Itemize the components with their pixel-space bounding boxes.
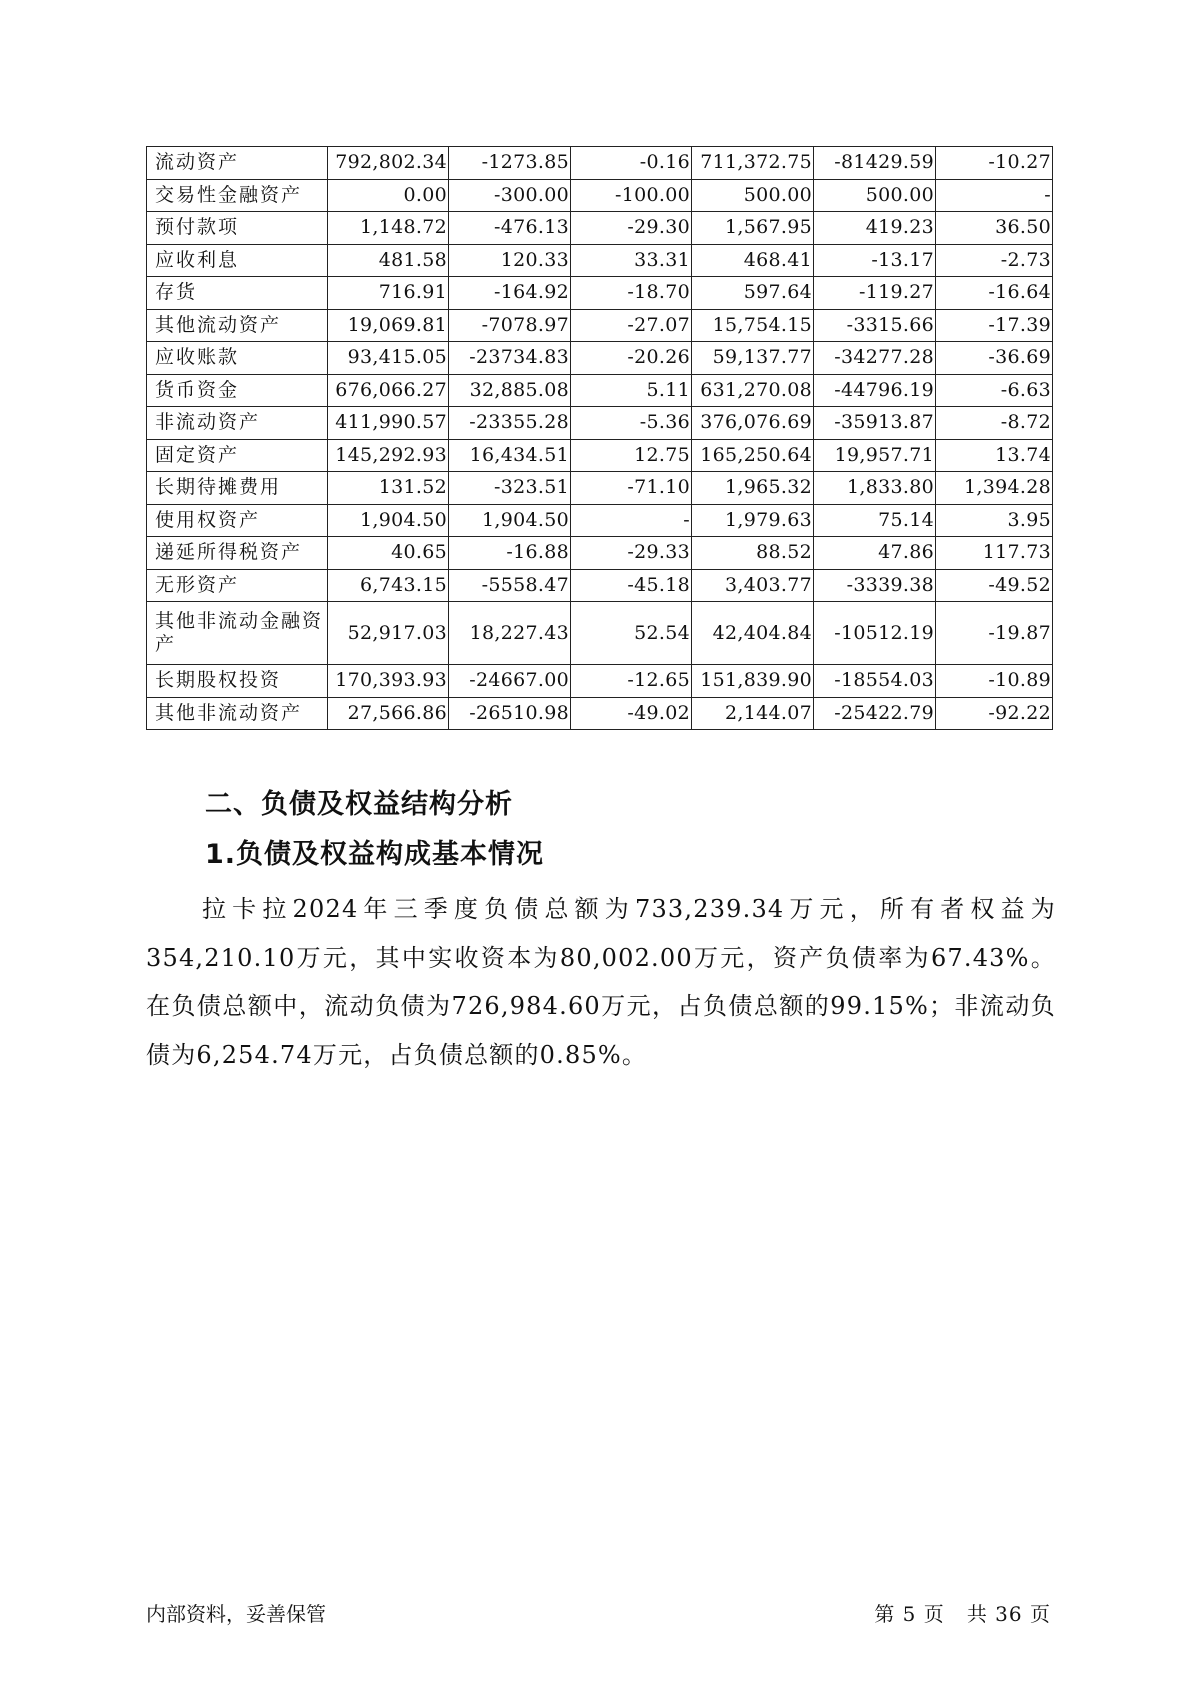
row-label-cell: 长期待摊费用 [147,472,328,505]
value-cell: 419.23 [814,212,936,245]
value-cell: -27.07 [571,309,692,342]
value-cell: 52,917.03 [328,602,449,665]
value-cell: 40.65 [328,537,449,570]
value-cell: 5.11 [571,374,692,407]
value-cell: -81429.59 [814,147,936,180]
value-cell: -25422.79 [814,697,936,730]
value-cell: 32,885.08 [449,374,571,407]
summary-paragraph: 拉卡拉2024年三季度负债总额为733,239.34万元，所有者权益为354,210.10万元，其中实收资本为80,002.00万元，资产负债率为67.43%。在负债总额中，流动负债为726,984.60万元，占负债总额的99.15%；非流动负债为6,254.74万元，占负债总额的0.85%。 [146,895,1056,1069]
table-row [147,504,1053,537]
row-label-cell: 长期股权投资 [147,665,328,698]
value-cell: -164.92 [449,277,571,310]
footer-page-number: 第 5 页 共 36 页 [874,1602,1051,1626]
value-cell: 13.74 [936,439,1053,472]
value-cell: -16.88 [449,537,571,570]
value-cell: -35913.87 [814,407,936,440]
table-body [147,147,1053,730]
value-cell: -19.87 [936,602,1053,665]
table-row [147,244,1053,277]
value-cell: 75.14 [814,504,936,537]
value-cell: 15,754.15 [692,309,814,342]
value-cell: -17.39 [936,309,1053,342]
value-cell: 12.75 [571,439,692,472]
table-row [147,665,1053,698]
table-row [147,374,1053,407]
value-cell: 1,833.80 [814,472,936,505]
value-cell: 93,415.05 [328,342,449,375]
value-cell: -0.16 [571,147,692,180]
row-label-cell: 使用权资产 [147,504,328,537]
value-cell: 3,403.77 [692,569,814,602]
value-cell: -92.22 [936,697,1053,730]
value-cell: -10.27 [936,147,1053,180]
row-label-cell: 固定资产 [147,439,328,472]
value-cell: -23355.28 [449,407,571,440]
value-cell: -29.30 [571,212,692,245]
section-subheading: 1.负债及权益构成基本情况 [205,839,545,870]
value-cell: 411,990.57 [328,407,449,440]
value-cell: -12.65 [571,665,692,698]
table-row [147,602,1053,665]
value-cell: - [936,179,1053,212]
value-cell: 52.54 [571,602,692,665]
value-cell: -10512.19 [814,602,936,665]
value-cell: -2.73 [936,244,1053,277]
row-label-cell: 其他非流动金融资产 [147,602,328,665]
row-label-cell: 应收利息 [147,244,328,277]
value-cell: -18.70 [571,277,692,310]
value-cell: -16.64 [936,277,1053,310]
value-cell: 676,066.27 [328,374,449,407]
row-label-cell: 货币资金 [147,374,328,407]
value-cell: 19,957.71 [814,439,936,472]
value-cell: -100.00 [571,179,692,212]
value-cell: -26510.98 [449,697,571,730]
value-cell: -24667.00 [449,665,571,698]
value-cell: -10.89 [936,665,1053,698]
row-label-cell: 非流动资产 [147,407,328,440]
value-cell: 468.41 [692,244,814,277]
value-cell: 151,839.90 [692,665,814,698]
value-cell: -3339.38 [814,569,936,602]
value-cell: 170,393.93 [328,665,449,698]
table-row [147,212,1053,245]
value-cell: -49.02 [571,697,692,730]
value-cell: -36.69 [936,342,1053,375]
value-cell: -20.26 [571,342,692,375]
value-cell: -18554.03 [814,665,936,698]
value-cell: 3.95 [936,504,1053,537]
value-cell: 1,965.32 [692,472,814,505]
value-cell: 42,404.84 [692,602,814,665]
table-row [147,407,1053,440]
value-cell: -44796.19 [814,374,936,407]
value-cell: -119.27 [814,277,936,310]
footer-confidential-note: 内部资料，妥善保管 [146,1602,326,1626]
value-cell: 131.52 [328,472,449,505]
value-cell: 47.86 [814,537,936,570]
value-cell: -1273.85 [449,147,571,180]
table-row [147,472,1053,505]
value-cell: -323.51 [449,472,571,505]
value-cell: 18,227.43 [449,602,571,665]
value-cell: 711,372.75 [692,147,814,180]
value-cell: 16,434.51 [449,439,571,472]
table-row [147,569,1053,602]
value-cell: - [571,504,692,537]
value-cell: -49.52 [936,569,1053,602]
table-row [147,697,1053,730]
value-cell: 597.64 [692,277,814,310]
value-cell: -34277.28 [814,342,936,375]
value-cell: 6,743.15 [328,569,449,602]
value-cell: -3315.66 [814,309,936,342]
row-label-cell: 应收账款 [147,342,328,375]
value-cell: 117.73 [936,537,1053,570]
value-cell: -300.00 [449,179,571,212]
value-cell: -6.63 [936,374,1053,407]
value-cell: -13.17 [814,244,936,277]
table-row [147,537,1053,570]
value-cell: 145,292.93 [328,439,449,472]
value-cell: 59,137.77 [692,342,814,375]
table-row [147,439,1053,472]
value-cell: 2,144.07 [692,697,814,730]
value-cell: 1,904.50 [449,504,571,537]
value-cell: -7078.97 [449,309,571,342]
value-cell: 27,566.86 [328,697,449,730]
row-label-cell: 预付款项 [147,212,328,245]
table-row [147,309,1053,342]
value-cell: -23734.83 [449,342,571,375]
table-row [147,147,1053,180]
row-label-cell: 其他非流动资产 [147,697,328,730]
value-cell: -71.10 [571,472,692,505]
row-label-cell: 其他流动资产 [147,309,328,342]
value-cell: 88.52 [692,537,814,570]
row-label-cell: 存货 [147,277,328,310]
value-cell: 165,250.64 [692,439,814,472]
value-cell: -5.36 [571,407,692,440]
asset-change-table [146,146,1053,730]
value-cell: 36.50 [936,212,1053,245]
value-cell: 0.00 [328,179,449,212]
table-row [147,179,1053,212]
value-cell: 500.00 [692,179,814,212]
value-cell: -8.72 [936,407,1053,440]
value-cell: 631,270.08 [692,374,814,407]
value-cell: 376,076.69 [692,407,814,440]
value-cell: -45.18 [571,569,692,602]
row-label-cell: 交易性金融资产 [147,179,328,212]
row-label-cell: 流动资产 [147,147,328,180]
section-heading: 二、负债及权益结构分析 [205,789,513,820]
table-row [147,342,1053,375]
value-cell: -29.33 [571,537,692,570]
row-label-cell: 递延所得税资产 [147,537,328,570]
value-cell: 33.31 [571,244,692,277]
value-cell: 1,904.50 [328,504,449,537]
value-cell: 716.91 [328,277,449,310]
row-label-cell: 无形资产 [147,569,328,602]
value-cell: 792,802.34 [328,147,449,180]
value-cell: 500.00 [814,179,936,212]
value-cell: -5558.47 [449,569,571,602]
value-cell: 1,567.95 [692,212,814,245]
value-cell: 1,394.28 [936,472,1053,505]
value-cell: 481.58 [328,244,449,277]
value-cell: 1,148.72 [328,212,449,245]
value-cell: -476.13 [449,212,571,245]
value-cell: 120.33 [449,244,571,277]
value-cell: 1,979.63 [692,504,814,537]
table-row [147,277,1053,310]
value-cell: 19,069.81 [328,309,449,342]
